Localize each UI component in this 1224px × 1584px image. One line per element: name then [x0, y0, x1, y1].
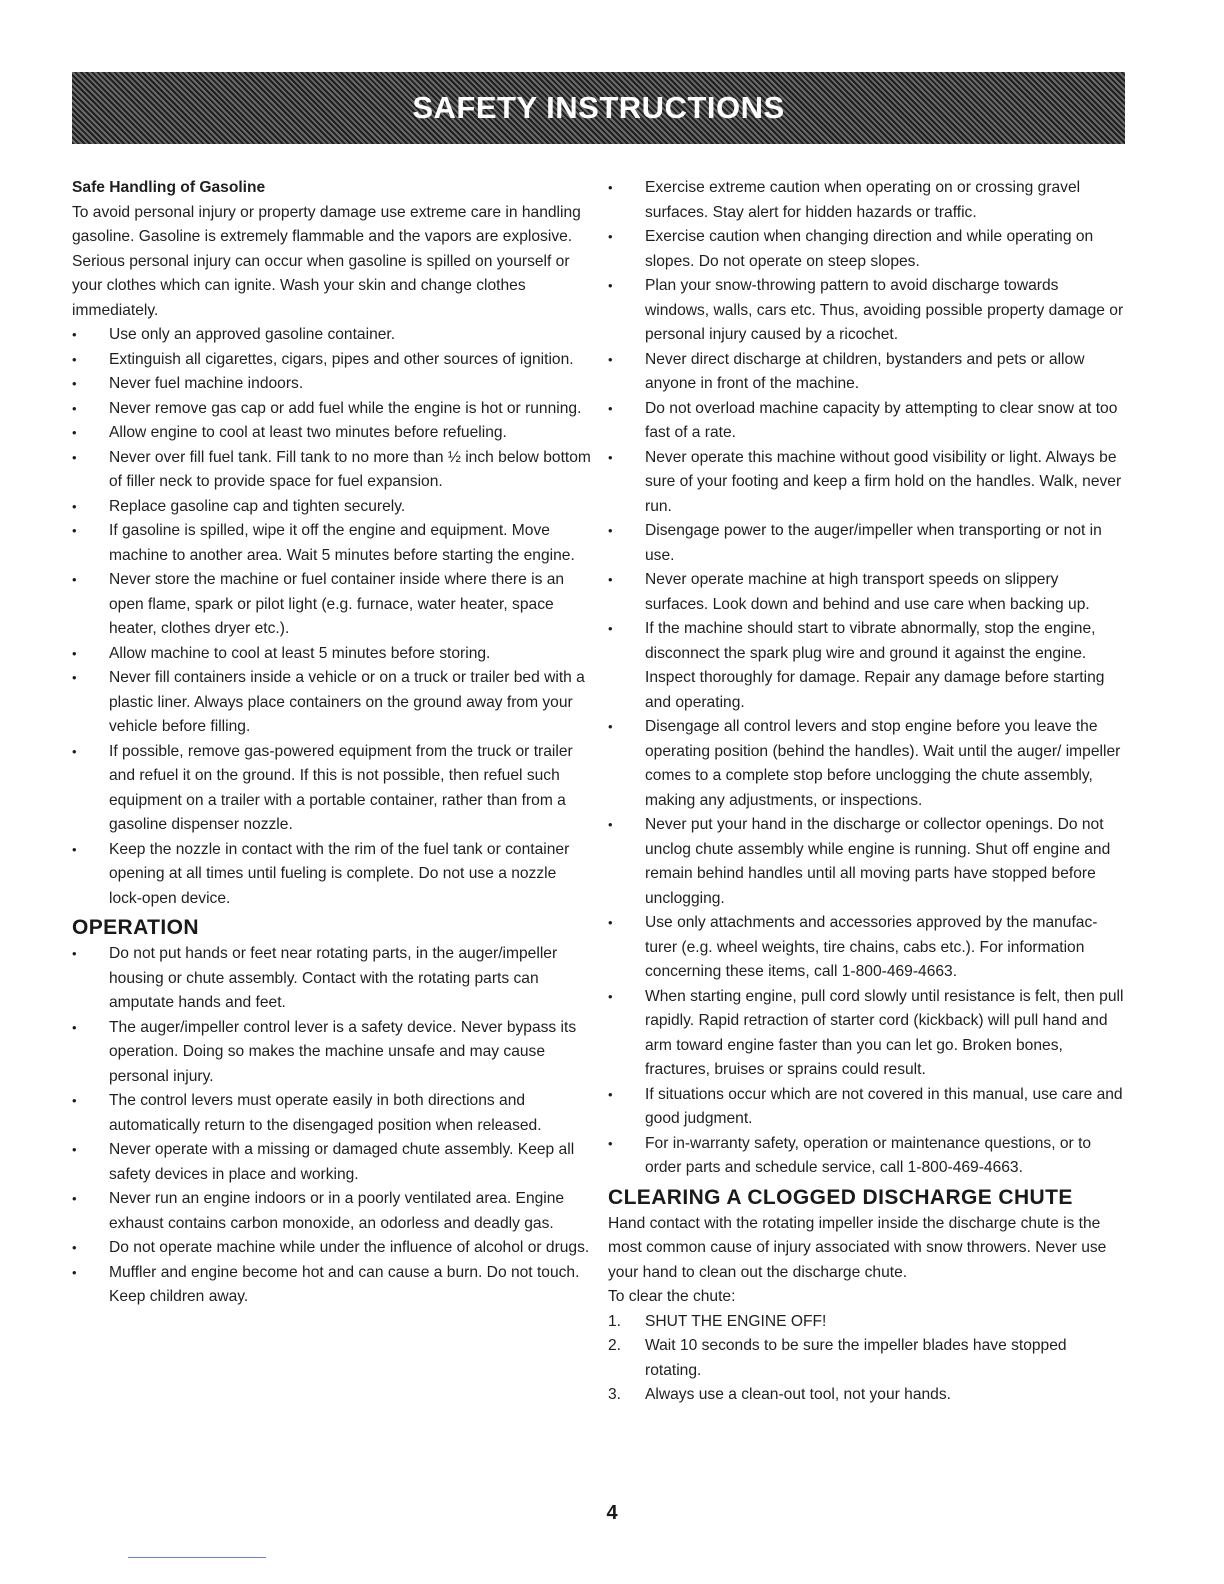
bullet-icon: • [608, 229, 613, 244]
list-item [72, 1236, 592, 1261]
right-column [608, 176, 1126, 1408]
list-item [72, 446, 592, 495]
list-item [608, 813, 1126, 911]
step-text: Wait 10 seconds to be sure the impeller blades have stopped rotating. [645, 1337, 1067, 1379]
step-item [608, 1334, 1126, 1383]
list-item-text: When starting engine, pull cord slowly until resistance is felt, then pull rapidly. Rapid retraction of starter cord (kickback) will pull hand and arm toward engine faster than you can let go. Broken bones, fractures, bruises or sprains could result. [645, 987, 1124, 1078]
bullet-icon: • [72, 376, 77, 391]
list-item-text: Never store the machine or fuel container inside where there is an open flame, spark or pilot light (e.g. furnace, water heater, space heater, clothes dryer etc.). [109, 571, 565, 637]
list-item [72, 1187, 592, 1236]
clogged-chute-intro: Hand contact with the rotating impeller inside the discharge chute is the most common cause of injury associated with snow throwers. Never use your hand to clean out the discharge chute. [608, 1214, 1107, 1281]
list-item-text: Allow machine to cool at least 5 minutes before storing. [109, 644, 491, 662]
bullet-icon: • [72, 743, 77, 759]
bullet-icon: • [608, 523, 613, 538]
step-text: Always use a clean-out tool, not your hands. [645, 1386, 951, 1403]
list-item-text: Never remove gas cap or add fuel while the engine is hot or running. [109, 399, 582, 417]
step-text: SHUT THE ENGINE OFF! [645, 1312, 827, 1330]
gasoline-heading: Safe Handling of Gasoline [72, 179, 266, 196]
bullet-icon: • [72, 523, 77, 538]
list-item [608, 397, 1126, 446]
bullet-icon: • [608, 180, 613, 195]
bullet-icon: • [608, 449, 613, 465]
bullet-icon: • [608, 915, 613, 930]
list-item-text: Disengage all control levers and stop engine before you leave the operating position (behind the handles). Wait until the auger/ impeller comes to a complete stop before unclogging the chute assembly, making any adjustments, or inspections. [645, 718, 1121, 809]
list-item [72, 642, 592, 667]
list-item-text: If the machine should start to vibrate abnormally, stop the engine, disconnect the spark plug wire and ground it against the engine. Inspect thoroughly for damage. Repair any damage before starting and operating. [645, 620, 1105, 711]
bullet-icon: • [608, 278, 613, 293]
list-item-text: The auger/impeller control lever is a safety device. Never bypass its operation. Doing so makes the machine unsafe and may cause personal injury. [109, 1018, 577, 1085]
list-item [72, 323, 592, 348]
bullet-icon: • [608, 351, 613, 367]
list-item-text: Do not overload machine capacity by attempting to clear snow at too fast of a rate. [645, 399, 1118, 441]
list-item [608, 274, 1126, 348]
list-item [608, 225, 1126, 274]
list-item-text: For in-warranty safety, operation or maintenance questions, or to order parts and schedule service, call 1-800-469-4663. [645, 1134, 1092, 1176]
list-item [72, 1016, 592, 1090]
list-item [72, 740, 592, 838]
list-item [72, 568, 592, 642]
list-item-text: Do not operate machine while under the influence of alcohol or drugs. [109, 1239, 590, 1256]
list-item-text: Muffler and engine become hot and can cause a burn. Do not touch. Keep children away. [109, 1263, 580, 1305]
list-item-text: Replace gasoline cap and tighten securely. [109, 497, 406, 515]
section-banner [72, 72, 1125, 144]
bullet-icon: • [72, 1093, 77, 1108]
step-number: 2. [608, 1337, 622, 1354]
list-item-text: Do not put hands or feet near rotating parts, in the auger/impeller housing or chute assembly. Contact with the rotating parts can amputate hands and feet. [109, 945, 558, 1011]
list-item [608, 176, 1126, 225]
list-item-text: The control levers must operate easily in both directions and automatically return to the disengaged position when released. [109, 1092, 542, 1134]
list-item [72, 1138, 592, 1187]
list-item [608, 348, 1126, 397]
list-item [608, 519, 1126, 568]
bullet-icon: • [72, 841, 77, 857]
list-item-text: Never operate this machine without good visibility or light. Always be sure of your footing and keep a firm hold on the handles. Walk, never run. [645, 448, 1122, 515]
list-item-text: Never operate machine at high transport speeds on slippery surfaces. Look down and behind and use care when backing up. [645, 571, 1090, 613]
bullet-icon: • [72, 449, 77, 465]
gasoline-list [72, 323, 592, 911]
list-item [72, 1261, 592, 1310]
step-number: 1. [608, 1312, 622, 1330]
left-column [72, 176, 592, 1310]
list-item [72, 397, 592, 422]
bullet-icon: • [72, 1191, 77, 1206]
list-item-text: Never over fill fuel tank. Fill tank to no more than ½ inch below bottom of filler neck to provide space for fuel expansion. [109, 448, 591, 490]
list-item-text: Exercise extreme caution when operating on or crossing gravel surfaces. Stay alert for hidden hazards or traffic. [645, 179, 1081, 221]
list-item [72, 348, 592, 373]
list-item-text: Never operate with a missing or damaged chute assembly. Keep all safety devices in place and working. [109, 1141, 575, 1183]
list-item-text: Never run an engine indoors or in a poorly ventilated area. Engine exhaust contains carbon monoxide, an odorless and deadly gas. [109, 1190, 565, 1232]
step-number: 3. [608, 1386, 622, 1403]
list-item [72, 495, 592, 520]
bullet-icon: • [608, 1135, 613, 1151]
clogged-chute-heading: CLEARING A CLOGGED DISCHARGE CHUTE [608, 1185, 1073, 1209]
list-item-text: Use only an approved gasoline container. [109, 326, 396, 343]
list-item [608, 446, 1126, 520]
list-item [72, 666, 592, 740]
bullet-icon: • [608, 621, 613, 636]
list-item-text: Use only attachments and accessories approved by the manufac-turer (e.g. wheel weights, tire chains, cabs etc.). For information concerning these items, call 1-800-469-4663. [645, 914, 1098, 980]
list-item [72, 1089, 592, 1138]
list-item-text: Keep the nozzle in contact with the rim of the fuel tank or container opening at all times until fueling is complete. Do not use a nozzle lock-open device. [109, 840, 570, 907]
list-item-text: If situations occur which are not covered in this manual, use care and good judgment. [645, 1085, 1123, 1127]
bullet-icon: • [608, 1086, 613, 1102]
bullet-icon: • [608, 719, 613, 734]
step-item [608, 1310, 1126, 1335]
bullet-icon: • [72, 572, 77, 587]
bullet-icon: • [72, 425, 77, 440]
list-item-text: Exercise caution when changing direction and while operating on slopes. Do not operate on steep slopes. [645, 228, 1094, 270]
banner-title: SAFETY INSTRUCTIONS [412, 90, 785, 125]
bullet-icon: • [72, 1264, 77, 1280]
bullet-icon: • [72, 498, 77, 514]
list-item [608, 911, 1126, 985]
clogged-chute-lead: To clear the chute: [608, 1288, 736, 1305]
bullet-icon: • [608, 988, 613, 1004]
operation-heading: OPERATION [72, 916, 199, 939]
list-item [608, 568, 1126, 617]
bullet-icon: • [608, 400, 613, 416]
list-item [72, 942, 592, 1016]
list-item [608, 985, 1126, 1083]
bullet-icon: • [72, 670, 77, 685]
list-item-text: Extinguish all cigarettes, cigars, pipes and other sources of ignition. [109, 350, 574, 368]
step-item [608, 1383, 1126, 1408]
bullet-icon: • [608, 572, 613, 587]
list-item-text: Plan your snow-throwing pattern to avoid discharge towards windows, walls, cars etc. Thus, avoiding possible property damage or personal injury caused by a ricochet. [645, 277, 1124, 343]
list-item-text: Never fill containers inside a vehicle or on a truck or trailer bed with a plastic liner. Always place containers on the ground away from your vehicle before filling. [109, 669, 585, 735]
bullet-icon: • [72, 327, 77, 342]
bullet-icon: • [608, 817, 613, 832]
list-item-text: Never direct discharge at children, bystanders and pets or allow anyone in front of the machine. [645, 350, 1085, 392]
list-item-text: Never fuel machine indoors. [109, 375, 304, 392]
operation-list-right [608, 176, 1126, 1181]
list-item-text: Allow engine to cool at least two minutes before refueling. [109, 424, 507, 441]
list-item [608, 1132, 1126, 1181]
bullet-icon: • [72, 400, 77, 416]
list-item-text: If possible, remove gas-powered equipment from the truck or trailer and refuel it on the ground. If this is not possible, then refuel such equipment on a trailer with a portable container, rather than from a gasoline dispenser nozzle. [109, 742, 573, 833]
bullet-icon: • [72, 1240, 77, 1255]
bullet-icon: • [72, 1142, 77, 1157]
list-item [608, 715, 1126, 813]
bullet-icon: • [72, 645, 77, 661]
page-number: 4 [606, 1502, 618, 1524]
list-item [72, 421, 592, 446]
list-item [608, 617, 1126, 715]
list-item [608, 1083, 1126, 1132]
list-item [72, 519, 592, 568]
bullet-icon: • [72, 1019, 77, 1035]
operation-list-left [72, 942, 592, 1310]
list-item [72, 372, 592, 397]
gasoline-intro: To avoid personal injury or property damage use extreme care in handling gasoline. Gasoline is extremely flammable and the vapors are explosive. Serious personal injury can occur when gasoline is spilled on yourself or your clothes which can ignite. Wash your skin and change clothes immediately. [72, 203, 581, 319]
list-item-text: Never put your hand in the discharge or collector openings. Do not unclog chute assembly while engine is running. Shut off engine and remain behind handles until all moving parts have stopped before unclogging. [645, 816, 1111, 907]
clogged-chute-steps [608, 1310, 1126, 1408]
bullet-icon: • [72, 351, 77, 367]
list-item [72, 838, 592, 912]
bullet-icon: • [72, 946, 77, 961]
list-item-text: If gasoline is spilled, wipe it off the engine and equipment. Move machine to another area. Wait 5 minutes before starting the engine. [109, 522, 575, 564]
footer-rule [128, 1557, 266, 1558]
list-item-text: Disengage power to the auger/impeller when transporting or not in use. [645, 522, 1102, 564]
